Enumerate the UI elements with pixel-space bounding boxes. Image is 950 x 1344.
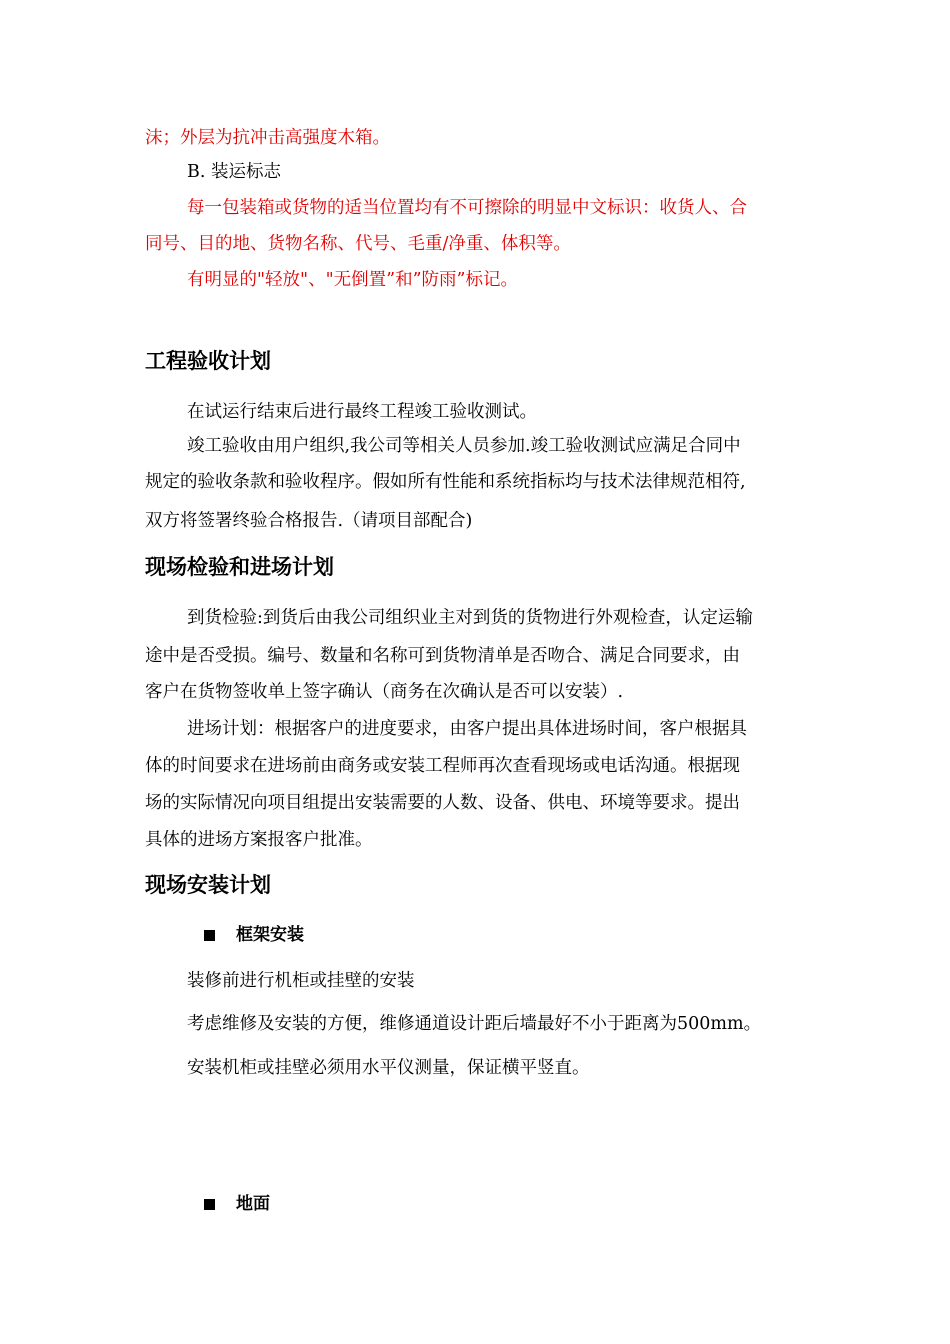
square-bullet-icon (204, 930, 215, 941)
subsection-title-floor: 地面 (236, 1194, 270, 1214)
inspection-line-6: 场的实际情况向项目组提出安装需要的人数、设备、供电、环境等要求。提出 (145, 793, 740, 813)
inspection-line-3: 客户在货物签收单上签字确认（商务在次确认是否可以安装）. (145, 682, 624, 702)
inspection-line-1: 到货检验:到货后由我公司组织业主对到货的货物进行外观检查，认定运输 (187, 608, 753, 628)
frame-line-2: 考虑维修及安装的方便，维修通道设计距后墙最好不小于距离为500mm。 (187, 1014, 762, 1034)
acceptance-line-2: 竣工验收由用户组织,我公司等相关人员参加.竣工验收测试应满足合同中 (187, 436, 741, 456)
frame-line-3: 安装机柜或挂壁必须用水平仪测量，保证横平竖直。 (187, 1058, 590, 1078)
shipping-marks-line-1: 每一包装箱或货物的适当位置均有不可擦除的明显中文标识：收货人、合 (187, 198, 747, 218)
frame-line-1: 装修前进行机柜或挂壁的安装 (187, 971, 415, 991)
shipping-marks-line-3: 有明显的"轻放"、"无倒置”和”防雨”标记。 (187, 270, 518, 290)
acceptance-line-3: 规定的验收条款和验收程序。假如所有性能和系统指标均与技术法律规范相符, (145, 472, 746, 492)
section-title-acceptance: 工程验收计划 (145, 349, 271, 373)
inspection-line-4: 进场计划：根据客户的进度要求，由客户提出具体进场时间，客户根据具 (187, 719, 747, 739)
shipping-marks-line-2: 同号、目的地、货物名称、代号、毛重/净重、体积等。 (145, 234, 571, 254)
inspection-line-7: 具体的进场方案报客户批准。 (145, 830, 373, 850)
acceptance-line-4: 双方将签署终验合格报告.（请项目部配合) (145, 511, 473, 531)
section-title-installation: 现场安装计划 (145, 873, 271, 897)
shipping-marks-heading: B. 装运标志 (187, 162, 281, 182)
inspection-line-2: 途中是否受损。编号、数量和名称可到货物清单是否吻合、满足合同要求，由 (145, 646, 740, 666)
acceptance-line-1: 在试运行结束后进行最终工程竣工验收测试。 (187, 402, 537, 422)
packing-text-tail: 沫；外层为抗冲击高强度木箱。 (145, 128, 390, 148)
section-title-inspection: 现场检验和进场计划 (145, 555, 334, 579)
subsection-title-frame: 框架安装 (236, 925, 304, 945)
square-bullet-icon (204, 1199, 215, 1210)
inspection-line-5: 体的时间要求在进场前由商务或安装工程师再次查看现场或电话沟通。根据现 (145, 756, 740, 776)
